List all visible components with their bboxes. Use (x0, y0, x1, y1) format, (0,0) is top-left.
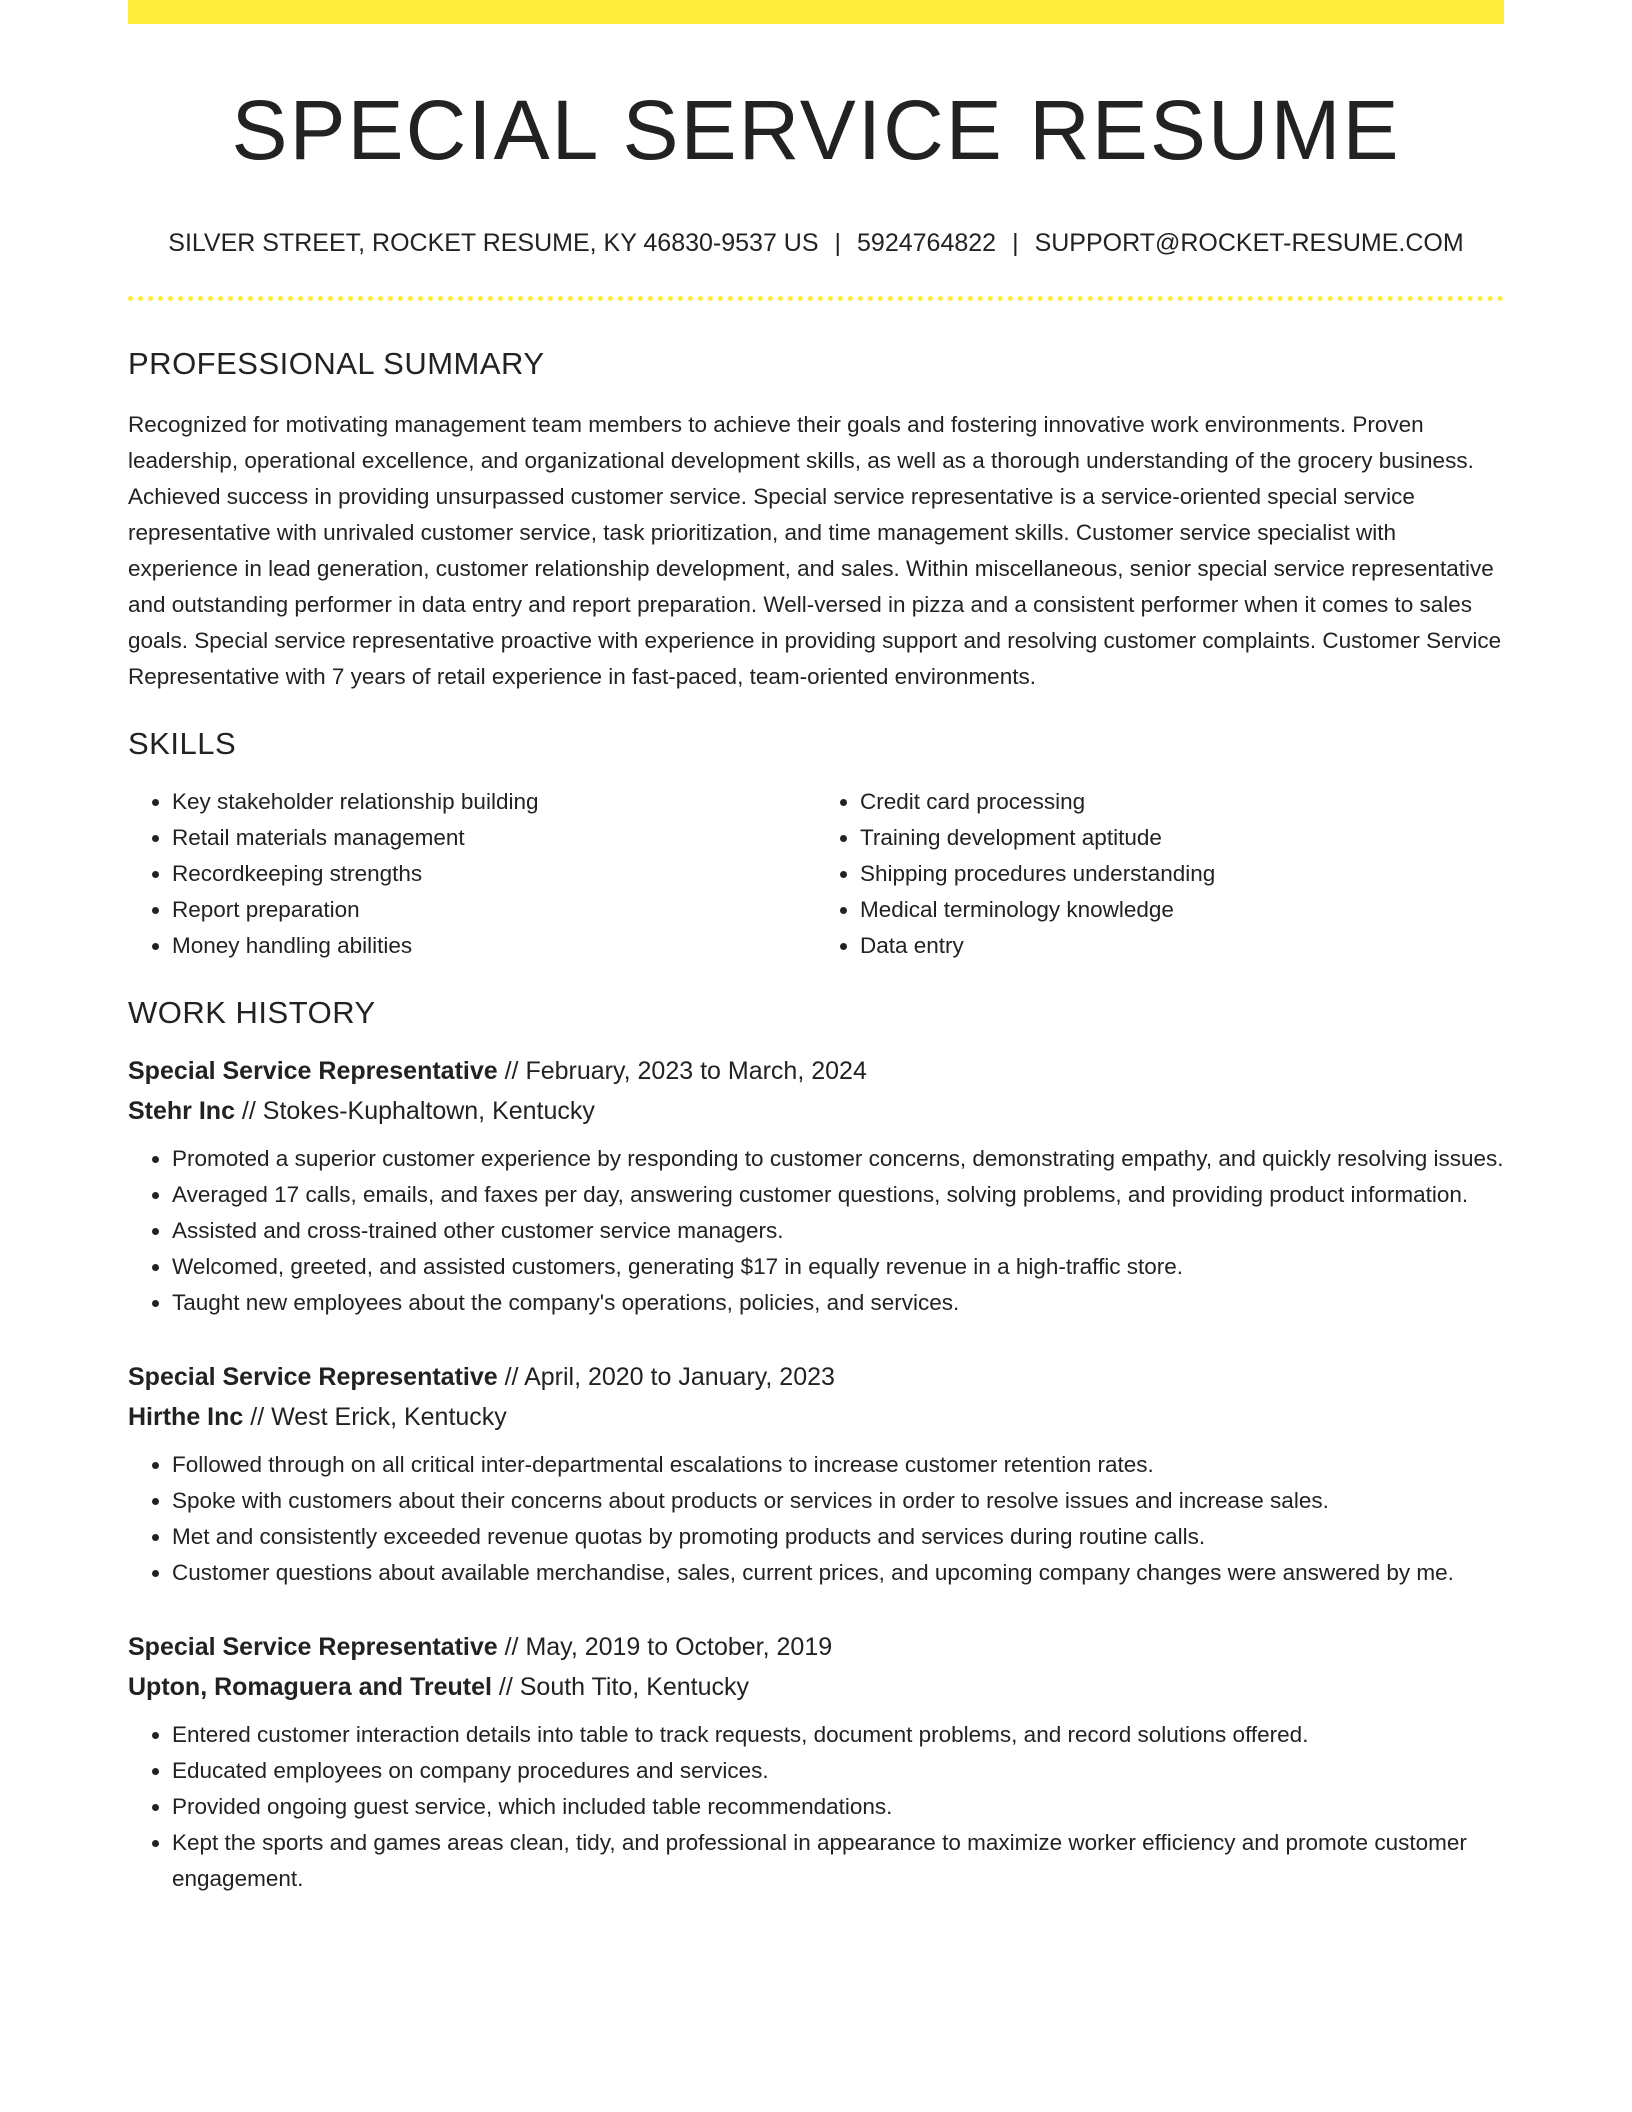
job-bullets (128, 1717, 1504, 1897)
resume-page (128, 0, 1504, 1897)
skill-item: • Key stakeholder relationship building (172, 784, 816, 820)
skill-item: • Data entry (860, 928, 1504, 964)
job-dates: May, 2019 to October, 2019 (525, 1632, 833, 1661)
job-bullet: • Promoted a superior customer experience by responding to customer concerns, demonstrating empathy, and quickly resolving issues. (172, 1141, 1504, 1177)
skill-item: • Shipping procedures understanding (860, 856, 1504, 892)
job-company-line: Upton, Romaguera and Treutel // South Tito, Kentucky (128, 1672, 750, 1701)
job-company: Stehr Inc (128, 1096, 235, 1125)
job-bullet: • Customer questions about available merchandise, sales, current prices, and upcoming company changes were answered by me. (172, 1555, 1504, 1591)
job-company-line: Stehr Inc // Stokes-Kuphaltown, Kentucky (128, 1096, 595, 1125)
accent-top-bar (128, 0, 1504, 24)
job-bullet: • Entered customer interaction details into table to track requests, document problems, and record solutions offered. (172, 1717, 1504, 1753)
summary-heading: PROFESSIONAL SUMMARY (128, 346, 545, 382)
job-bullet: • Assisted and cross-trained other customer service managers. (172, 1213, 1504, 1249)
job-dates: February, 2023 to March, 2024 (525, 1056, 867, 1085)
skills-heading: SKILLS (128, 725, 237, 761)
job-bullet: • Kept the sports and games areas clean, tidy, and professional in appearance to maximize worker efficiency and promote customer engagement. (172, 1825, 1504, 1897)
job-bullet: • Educated employees on company procedures and services. (172, 1753, 1504, 1789)
job-entry (128, 1357, 1504, 1591)
dotted-divider (128, 296, 1504, 301)
contact-separator: | (1012, 229, 1019, 258)
skills-list (128, 784, 1504, 964)
job-role: Special Service Representative (128, 1362, 498, 1391)
contact-line (128, 228, 1504, 258)
skill-item: • Report preparation (172, 892, 816, 928)
job-bullets (128, 1447, 1504, 1591)
job-role: Special Service Representative (128, 1056, 498, 1085)
job-bullet: • Spoke with customers about their concerns about products or services in order to resolve issues and increase sales. (172, 1483, 1504, 1519)
skill-item: • Training development aptitude (860, 820, 1504, 856)
job-bullets (128, 1141, 1504, 1321)
job-role: Special Service Representative (128, 1632, 498, 1661)
job-bullet: • Followed through on all critical inter-departmental escalations to increase customer retention rates. (172, 1447, 1504, 1483)
contact-address: SILVER STREET, ROCKET RESUME, KY 46830-9537 US (168, 229, 819, 258)
job-bullet: • Provided ongoing guest service, which included table recommendations. (172, 1789, 1504, 1825)
resume-name: SPECIAL SERVICE RESUME (231, 83, 1401, 177)
job-entry (128, 1051, 1504, 1321)
skill-item: • Medical terminology knowledge (860, 892, 1504, 928)
job-title-line: Special Service Representative // February, 2023 to March, 2024 (128, 1056, 867, 1085)
skill-item: • Recordkeeping strengths (172, 856, 816, 892)
job-bullet: • Taught new employees about the company's operations, policies, and services. (172, 1285, 1504, 1321)
job-company: Hirthe Inc (128, 1402, 244, 1431)
job-title-line: Special Service Representative // April, 2020 to January, 2023 (128, 1362, 835, 1391)
job-entry (128, 1627, 1504, 1897)
work-history-heading: WORK HISTORY (128, 994, 376, 1030)
summary-text: Recognized for motivating management team members to achieve their goals and fostering innovative work environments. Proven leadership, operational excellence, and organizational development skills, as well as a thorough understanding of the grocery business. Achieved success in providing unsurpassed customer service. Special service representative is a service-oriented special service representative with unrivaled customer service, task prioritization, and time management skills. Customer service specialist with experience in lead generation, customer relationship development, and sales. Within miscellaneous, senior special service representative and outstanding performer in data entry and report preparation. Well-versed in pizza and a consistent performer when it comes to sales goals. Special service representative proactive with experience in providing support and resolving customer complaints. Customer Service Representative with 7 years of retail experience in fast-paced, team-oriented environments. (128, 411, 1502, 689)
skill-item: • Retail materials management (172, 820, 816, 856)
job-bullet: • Welcomed, greeted, and assisted customers, generating $17 in equally revenue in a high-traffic store. (172, 1249, 1504, 1285)
skill-item: • Credit card processing (860, 784, 1504, 820)
contact-phone: 5924764822 (857, 229, 997, 258)
job-dates: April, 2020 to January, 2023 (524, 1362, 835, 1391)
skills-column-right (816, 784, 1504, 964)
job-location: South Tito, Kentucky (519, 1672, 750, 1701)
skill-item: • Money handling abilities (172, 928, 816, 964)
contact-separator: | (834, 229, 842, 258)
job-company: Upton, Romaguera and Treutel (128, 1672, 492, 1701)
contact-email: SUPPORT@ROCKET-RESUME.COM (1034, 229, 1464, 258)
job-bullet: • Met and consistently exceeded revenue quotas by promoting products and services during routine calls. (172, 1519, 1504, 1555)
job-location: West Erick, Kentucky (271, 1402, 507, 1431)
job-location: Stokes-Kuphaltown, Kentucky (262, 1096, 595, 1125)
job-bullet: • Averaged 17 calls, emails, and faxes per day, answering customer questions, solving problems, and providing product information. (172, 1177, 1504, 1213)
job-company-line: Hirthe Inc // West Erick, Kentucky (128, 1402, 507, 1431)
job-title-line: Special Service Representative // May, 2019 to October, 2019 (128, 1632, 833, 1661)
skills-column-left (128, 784, 816, 964)
